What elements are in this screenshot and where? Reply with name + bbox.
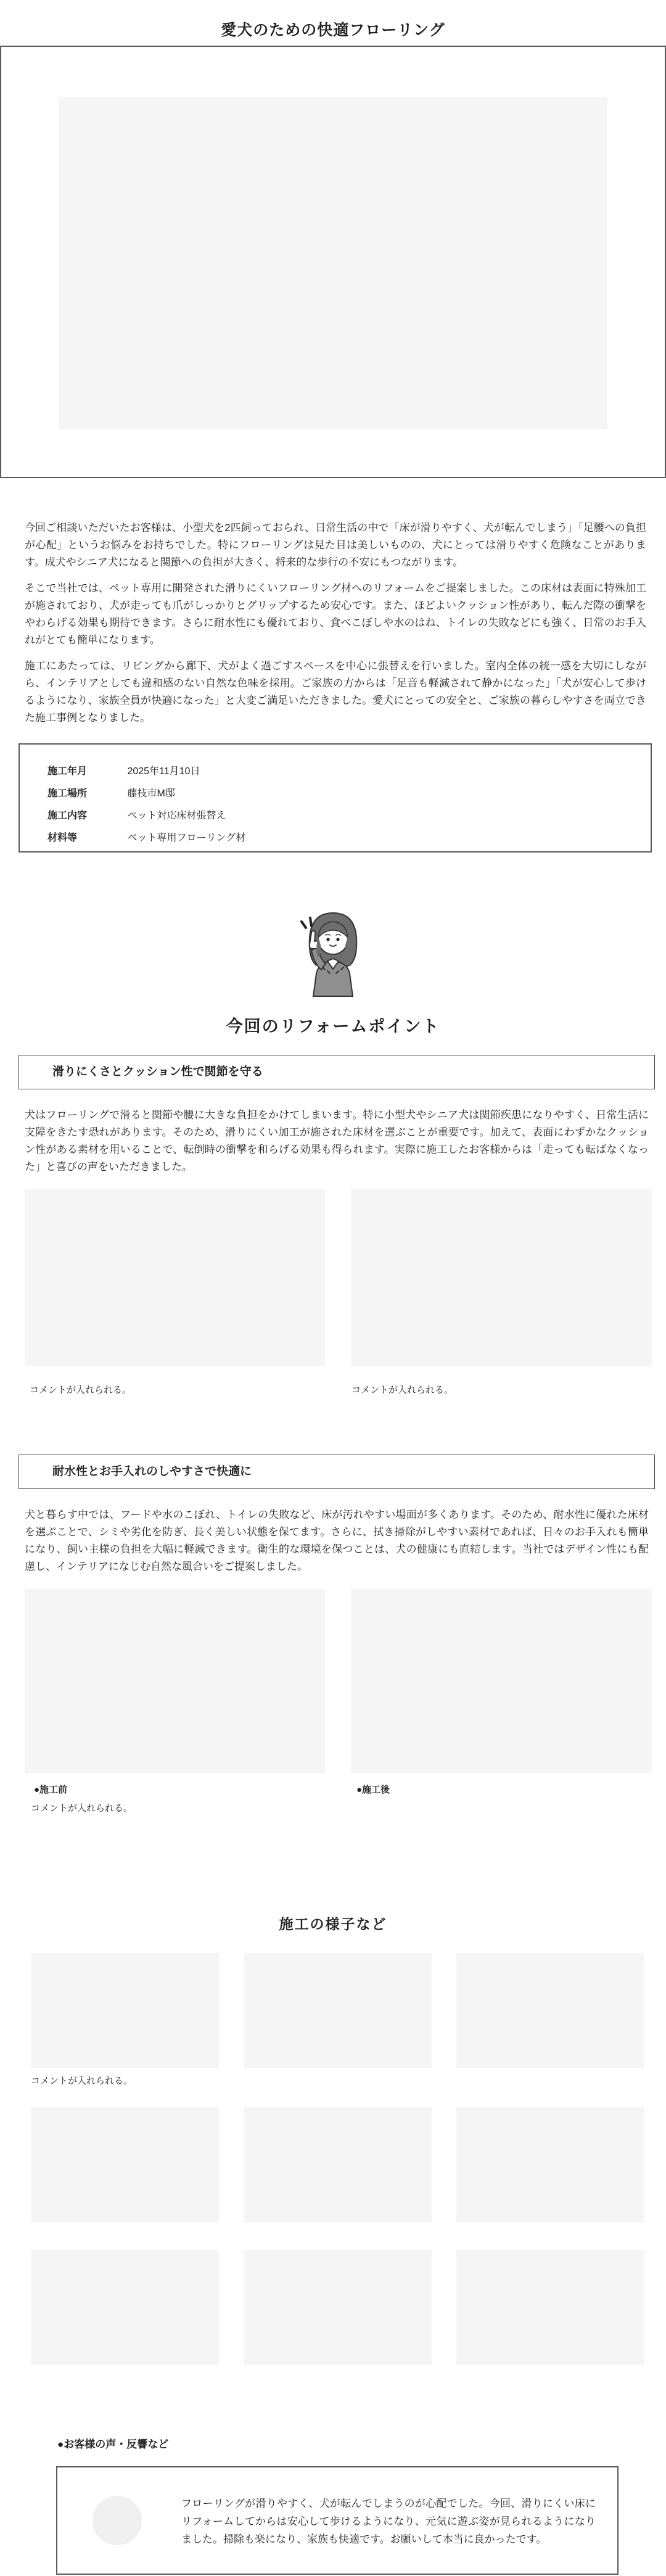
before-photo-placeholder (25, 1589, 325, 1773)
info-label: 施工場所 (47, 788, 88, 799)
info-value: ペット専用フローリング材 (127, 833, 246, 843)
gallery-photo-placeholder (456, 2107, 644, 2223)
gallery-photo-placeholder (31, 2250, 219, 2365)
customer-voice-text: フローリングが滑りやすく、犬が転んでしまうのが心配でした。今回、滑りにくい床にリフォームしてからは安心して歩けるようになり、元気に遊ぶ姿が見られるようになりました。掃除も楽になり、家族も快適です。お願いして本当に良かったです。 (181, 2498, 596, 2545)
before-label: ●施工前 (34, 1785, 68, 1795)
gallery-photo-placeholder (456, 2250, 644, 2365)
info-value: 藤枝市M邸 (127, 788, 175, 799)
section2-title-bar (18, 1455, 655, 1489)
intro-text (25, 519, 646, 735)
intro-paragraph-3: 施工にあたっては、リビングから廊下、犬がよく過ごすスペースを中心に張替えを行いました。室内全体の統一感を大切にしながら、インテリアとしても違和感のない自然な色味を採用。ご家族の方からは「足音も軽減されて静かになった」「犬が安心して歩けるようになり、家族全員が快適になった」と大変ご満足いただきました。愛犬にとっての安全と、ご家族の暮らしやすさを両立できた施工事例となりました。 (25, 660, 646, 724)
gallery-photo-placeholder (244, 1953, 432, 2068)
customer-voice-heading: ●お客様の声・反響など (57, 2438, 169, 2450)
gallery-photo-placeholder (31, 1953, 219, 2068)
hero-image-placeholder (59, 97, 607, 429)
table-row (47, 827, 651, 849)
after-photo-placeholder (351, 1589, 652, 1773)
section1-title-bar (18, 1055, 655, 1089)
gallery-heading: 施工の様子など (279, 1916, 387, 1933)
woman-pointing-illustration (287, 906, 379, 997)
info-value: ペット対応床材張替え (127, 811, 226, 821)
table-row (47, 805, 651, 827)
photo-caption: コメントが入れられる。 (352, 1385, 454, 1395)
section1-body: 犬はフローリングで滑ると関節や腰に大きな負担をかけてしまいます。特に小型犬やシニア犬は関節疾患になりやすく、日常生活に支障をきたす恐れがあります。そのため、滑りにくい加工が施された床材を選ぶことが重要です。加えて、表面にわずかなクッション性がある素材を用いることで、転倒時の衝撃を和らげる効果も得られます。実際に施工したお客様からは「走っても転ばなくなった」と喜びの声をいただきました。 (25, 1109, 649, 1173)
section1-title: 滑りにくさとクッション性で関節を守る (52, 1065, 263, 1078)
gallery-photo-placeholder (244, 2107, 432, 2223)
gallery-photo-placeholder (31, 2107, 219, 2223)
page-title: 愛犬のための快適フローリング (221, 21, 445, 39)
customer-avatar-placeholder (92, 2496, 142, 2545)
info-label: 施工年月 (47, 766, 88, 777)
after-label: ●施工後 (356, 1785, 390, 1795)
info-label: 施工内容 (47, 811, 88, 821)
photo-caption: コメントが入れられる。 (31, 1803, 133, 1814)
section2-title: 耐水性とお手入れのしやすさで快適に (52, 1465, 252, 1478)
info-label: 材料等 (47, 833, 78, 843)
gallery-photo-placeholder (456, 1953, 644, 2068)
table-row (47, 783, 651, 805)
intro-paragraph-2: そこで当社では、ペット専用に開発された滑りにくいフローリング材へのリフォームをご提案しました。この床材は表面に特殊加工が施されており、犬が走っても爪がしっかりとグリップするため安心です。また、ほどよいクッション性があり、転んだ際の衝撃をやわらげる効果も期待できます。さらに耐水性にも優れており、食べこぼしや水のはね、トイレの失敗などにも強く、日常のお手入れがとても簡単になります。 (25, 582, 646, 646)
photo-caption: コメントが入れられる。 (30, 1385, 132, 1395)
intro-paragraph-1: 今回ご相談いただいたお客様は、小型犬を2匹飼っておられ、日常生活の中で「床が滑りやすく、犬が転んでしまう」「足腰への負担が心配」というお悩みをお持ちでした。特にフローリングは見た目は美しいものの、犬にとっては滑りやすく危険なことがあります。成犬やシニア犬になると関節への負担が大きく、将来的な歩行の不安にもつながります。 (25, 522, 646, 568)
section1-photo-left-placeholder (25, 1189, 325, 1366)
section1-photo-right-placeholder (351, 1189, 652, 1366)
points-heading: 今回のリフォームポイント (226, 1017, 440, 1036)
gallery-photo-placeholder (244, 2250, 432, 2365)
info-value: 2025年11月10日 (127, 766, 200, 777)
gallery-caption: コメントが入れられる。 (31, 2076, 133, 2086)
project-info-table (18, 743, 652, 852)
section2-body: 犬と暮らす中では、フードや水のこぼれ、トイレの失敗など、床が汚れやすい場面が多くあります。そのため、耐水性に優れた床材を選ぶことで、シミや劣化を防ぎ、長く美しい状態を保てます。さらに、拭き掃除がしやすい素材であれば、日々のお手入れも簡単になり、飼い主様の負担を大幅に軽減できます。衛生的な環境を保つことは、犬の健康にも直結します。当社ではデザイン性にも配慮し、インテリアになじむ自然な風合いをご提案しました。 (25, 1509, 649, 1572)
table-row (47, 761, 651, 783)
